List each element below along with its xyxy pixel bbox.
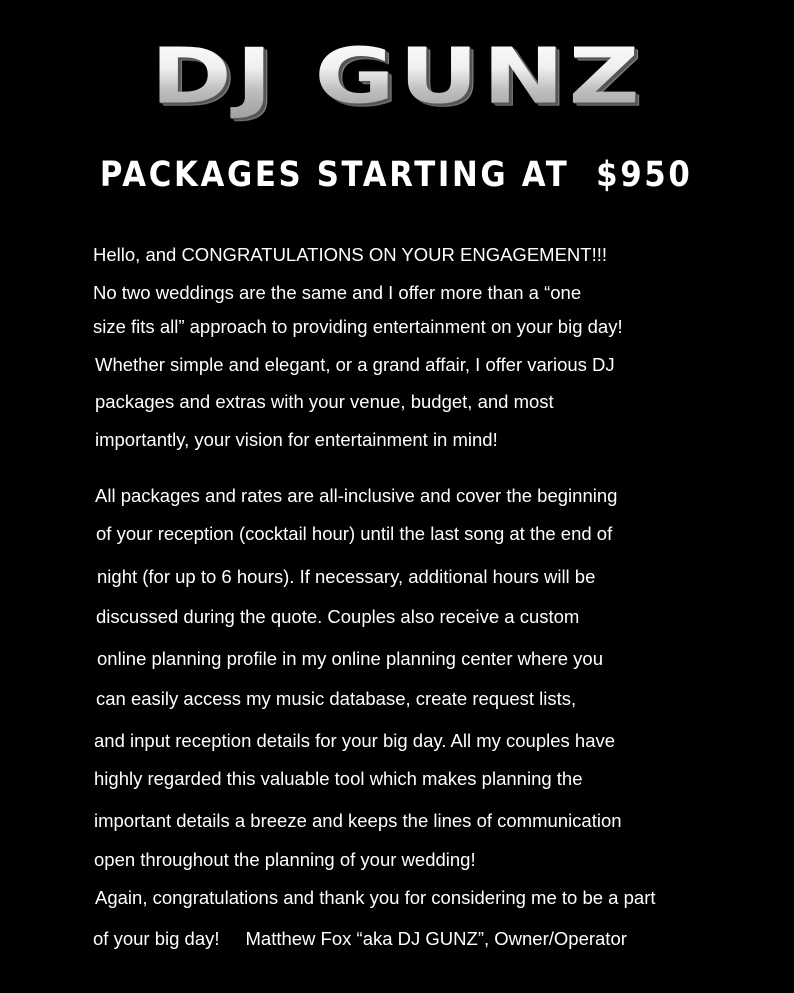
body-line: size fits all” approach to providing entertainment on your big day! <box>93 316 623 337</box>
body-line: open throughout the planning of your wedding! <box>94 849 476 870</box>
signoff-name: Matthew Fox “aka DJ GUNZ”, Owner/Operator <box>245 928 627 949</box>
signoff-line <box>93 928 627 950</box>
body-line: highly regarded this valuable tool which makes planning the <box>94 768 583 789</box>
body-line: All packages and rates are all-inclusive and cover the beginning <box>95 485 618 506</box>
body-line: Again, congratulations and thank you for considering me to be a part <box>95 887 656 908</box>
signoff-lead: of your big day! <box>93 928 220 949</box>
body-line: and input reception details for your big day. All my couples have <box>94 730 616 751</box>
body-line: importantly, your vision for entertainment in mind! <box>95 429 498 450</box>
body-line: packages and extras with your venue, budget, and most <box>95 391 554 412</box>
packages-headline: PACKAGES STARTING AT $950 <box>99 155 693 195</box>
body-line: discussed during the quote. Couples also receive a custom <box>96 606 580 627</box>
logo <box>0 18 794 138</box>
logo-text: DJ GUNZ <box>150 32 644 122</box>
body-line: No two weddings are the same and I offer more than a “one <box>93 282 582 303</box>
body-line: can easily access my music database, create request lists, <box>96 688 577 709</box>
body-line: of your reception (cocktail hour) until the last song at the end of <box>96 523 613 544</box>
body-line: Whether simple and elegant, or a grand affair, I offer various DJ <box>95 354 615 375</box>
body-line: Hello, and CONGRATULATIONS ON YOUR ENGAGEMENT!!! <box>93 244 607 265</box>
body-line: important details a breeze and keeps the lines of communication <box>94 810 622 831</box>
body-line: online planning profile in my online planning center where you <box>97 648 603 669</box>
body-line: night (for up to 6 hours). If necessary, additional hours will be <box>97 566 596 587</box>
